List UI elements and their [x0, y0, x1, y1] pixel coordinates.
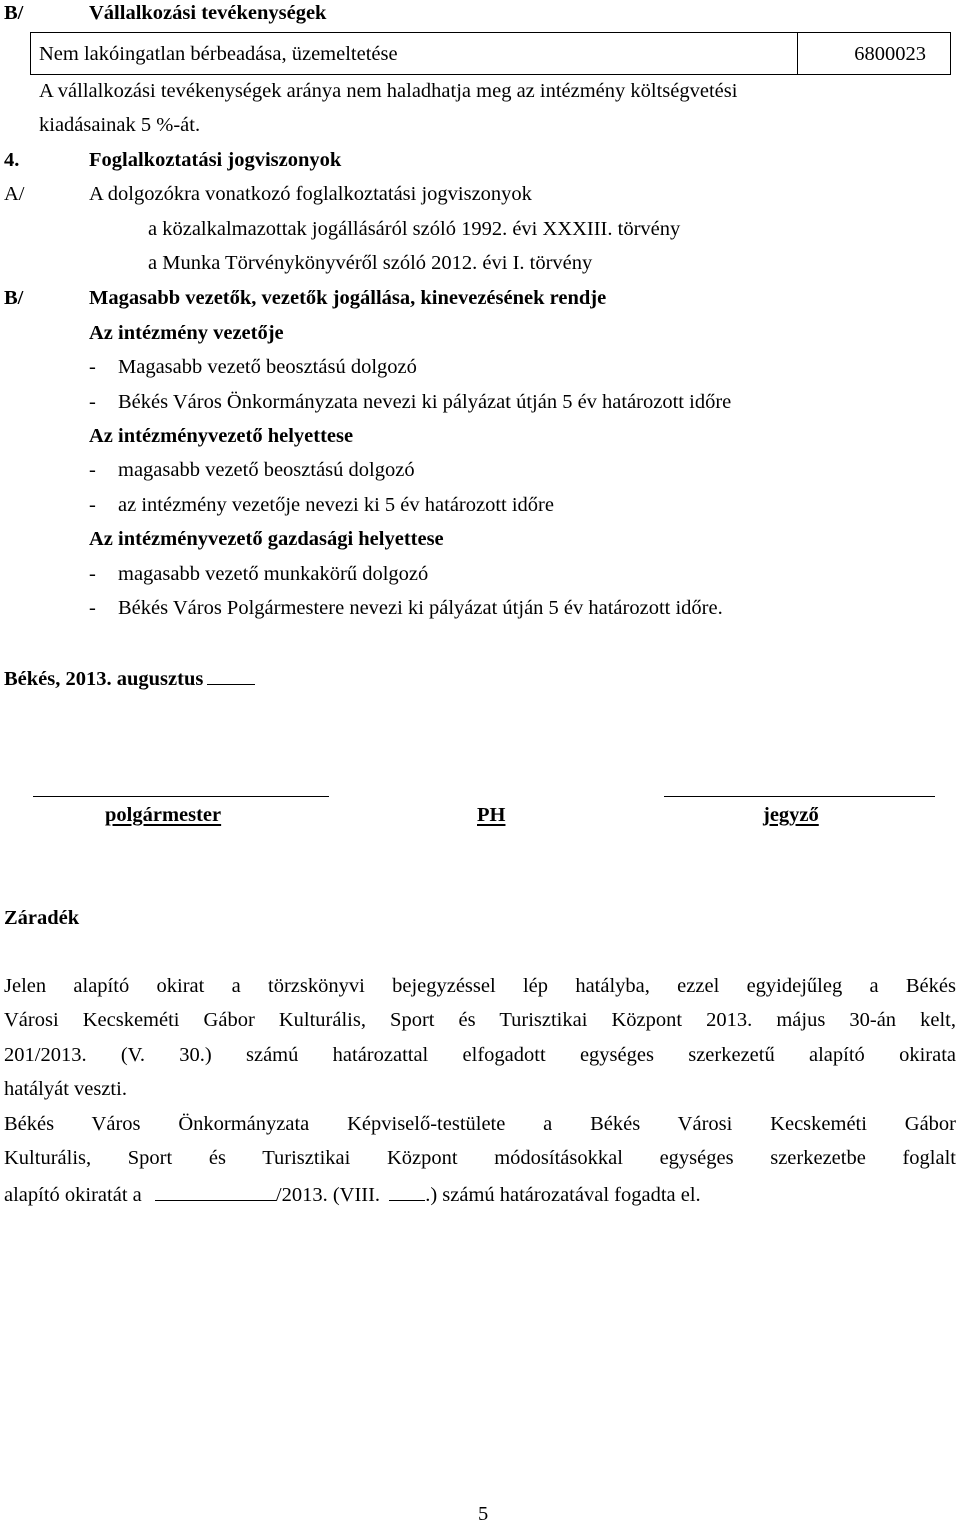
list-item-text: az intézmény vezetője nevezi ki 5 év határozott időre: [118, 494, 554, 516]
list-item-text: Békés Város Önkormányzata nevezi ki pályázat útján 5 év határozott időre: [118, 391, 732, 413]
notary-label: jegyző: [763, 804, 819, 826]
activity-note-line1: A vállalkozási tevékenységek aránya nem haladhatja meg az intézmény költségvetési: [39, 80, 738, 102]
list-item-text: magasabb vezető beosztású dolgozó: [118, 459, 415, 481]
zaradek-p1-line: 201/2013. (V. 30.) számú határozattal elfogadott egységes szerkezetű alapító okirata: [4, 1044, 956, 1066]
zaradek-p1-line: Jelen alapító okirat a törzskönyvi bejegyzéssel lép hatályba, ezzel egyidejűleg a Békés: [4, 975, 956, 997]
bullet: -: [89, 597, 96, 619]
zaradek-title: Záradék: [4, 907, 80, 929]
page-number: 5: [478, 1503, 489, 1525]
bullet: -: [89, 494, 96, 516]
mayor-signature-line: [33, 796, 329, 797]
group-heading-text: Az intézményvezető gazdasági helyettese: [89, 528, 444, 550]
activity-note-line2: kiadásainak 5 %-át.: [39, 114, 201, 136]
activity-name: Nem lakóingatlan bérbeadása, üzemeltetése: [31, 33, 798, 75]
group-heading-text: Az intézményvezető helyettese: [89, 425, 354, 447]
law-text: a közalkalmazottak jogállásáról szóló 1992. évi XXXIII. törvény: [148, 218, 681, 240]
notary-signature-line: [664, 796, 935, 797]
bullet: -: [89, 459, 96, 481]
place-date-text: Békés, 2013. augusztus: [4, 668, 204, 690]
list-item-text: Magasabb vezető beosztású dolgozó: [118, 356, 417, 378]
activity-code: 6800023: [798, 33, 951, 75]
group-heading-text: Az intézmény vezetője: [89, 322, 284, 344]
date-blank: [207, 660, 255, 685]
zaradek-p2-line: Békés Város Önkormányzata Képviselő-testülete a Békés Városi Kecskeméti Gábor: [4, 1113, 956, 1135]
bullet: -: [89, 391, 96, 413]
table-row: [31, 33, 951, 75]
zaradek-p1-line: Városi Kecskeméti Gábor Kulturális, Sport és Turisztikai Központ 2013. május 30-án kelt,: [4, 1009, 956, 1031]
list-item-text: Békés Város Polgármestere nevezi ki pályázat útján 5 év határozott időre.: [118, 597, 723, 619]
bullet: -: [89, 563, 96, 585]
zaradek-p2-text-b: /2013. (VIII.: [275, 1184, 381, 1206]
resolution-number-blank: [155, 1176, 276, 1201]
bullet: -: [89, 356, 96, 378]
section-4b-label: B/: [4, 287, 24, 309]
section-4-label: 4.: [4, 149, 20, 171]
resolution-day-blank: [389, 1176, 425, 1201]
place-date: [4, 660, 255, 696]
zaradek-p2-last-line: [4, 1176, 701, 1212]
section-4b-title: Magasabb vezetők, vezetők jogállása, kinevezésének rendje: [89, 287, 607, 309]
section-4a-title: A dolgozókra vonatkozó foglalkoztatási jogviszonyok: [89, 183, 532, 205]
zaradek-p1-line: hatályát veszti.: [4, 1078, 127, 1100]
zaradek-p2-line: Kulturális, Sport és Turisztikai Központ módosításokkal egységes szerkezetbe foglalt: [4, 1147, 956, 1169]
section-b-title: Vállalkozási tevékenységek: [89, 2, 327, 24]
section-b-label: B/: [4, 2, 24, 24]
section-4a-label: A/: [4, 183, 25, 205]
seal-label: PH: [477, 804, 506, 826]
zaradek-p2-text-a: alapító okiratát a: [4, 1184, 142, 1206]
mayor-label: polgármester: [105, 804, 222, 826]
zaradek-p2-text-c: .) számú határozatával fogadta el.: [425, 1184, 701, 1206]
section-4-title: Foglalkoztatási jogviszonyok: [89, 149, 342, 171]
activity-table: [30, 32, 951, 75]
list-item-text: magasabb vezető munkakörű dolgozó: [118, 563, 429, 585]
law-text: a Munka Törvénykönyvéről szóló 2012. évi I. törvény: [148, 252, 593, 274]
